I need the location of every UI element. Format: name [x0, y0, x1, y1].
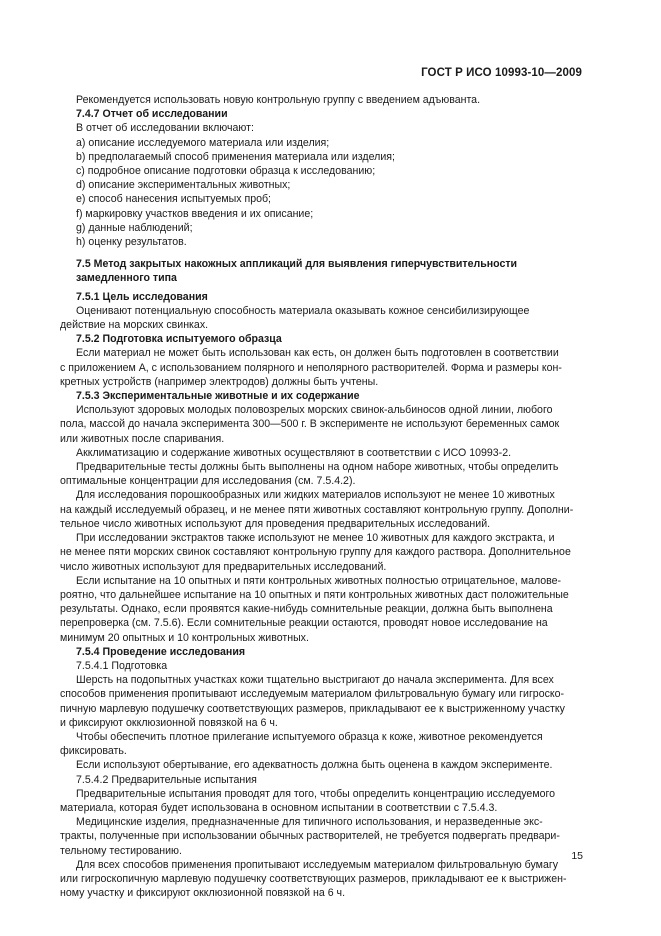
animals-p5-l3: число животных используют для предварительных исследований. — [60, 560, 387, 573]
conduct-p6-l1: Для всех способов применения пропитывают исследуемым материалом фильтровальную бумагу — [76, 858, 559, 871]
section-heading-7-5-4: 7.5.4 Проведение исследования — [76, 645, 246, 658]
prep-line-2: с приложением А, с использованием полярного и неполярного растворителей. Форма и размеры кон- — [60, 361, 562, 374]
conduct-p2-l2: фиксировать. — [60, 745, 127, 758]
page-number: 15 — [571, 850, 583, 862]
animals-p4-l3: тельное число животных используют для проведения предварительных исследований. — [60, 517, 491, 530]
animals-p6-l5: минимум 20 опытных и 10 контрольных животных. — [60, 631, 309, 644]
section-heading-7-5-3: 7.5.3 Экспериментальные животные и их содержание — [76, 390, 360, 403]
report-item-f: f) маркировку участков введения и их описание; — [76, 207, 314, 220]
animals-p3-l1: Предварительные тесты должны быть выполнены на одном наборе животных, чтобы определить — [76, 461, 559, 474]
animals-p6-l3: результаты. Однако, если проявятся какие-нибудь сомнительные реакции, должна быть выполнена — [60, 603, 553, 616]
section-heading-7-5-2: 7.5.2 Подготовка испытуемого образца — [76, 333, 282, 346]
section-heading-7-4-7: 7.4.7 Отчет об исследовании — [76, 108, 228, 121]
animals-p5-l1: При исследовании экстрактов также используют не менее 10 животных для каждого экстракта, и — [76, 532, 555, 545]
intro-paragraph: Рекомендуется использовать новую контрольную группу с введением адъюванта. — [76, 94, 481, 106]
prep-line-3: кретных устройств (например электродов) должны быть учтены. — [60, 375, 379, 388]
conduct-p4-l1: Предварительные испытания проводят для того, чтобы определить концентрацию исследуемого — [76, 787, 556, 800]
animals-p4-l1: Для исследования порошкообразных или жидких материалов используют не менее 10 животных — [76, 489, 555, 502]
conduct-p2-l1: Чтобы обеспечить плотное прилегание испытуемого образца к коже, животное рекомендуется — [76, 730, 543, 743]
report-item-c: c) подробное описание подготовки образца к исследованию; — [76, 165, 376, 178]
animals-p4-l2: на каждый исследуемый образец, и не менее пяти животных составляют контрольную группу. Дополни- — [60, 503, 574, 516]
report-item-e: e) способ нанесения испытуемых проб; — [76, 193, 272, 206]
report-item-d: d) описание экспериментальных животных; — [76, 179, 291, 192]
conduct-p5-l2: тракты, полученные при использовании обычных растворителей, не требуется подвергать предвари- — [60, 830, 560, 843]
document-header: ГОСТ Р ИСО 10993-10—2009 — [421, 67, 582, 79]
aim-line-2: действие на морских свинках. — [60, 319, 209, 332]
report-lead: В отчет об исследовании включают: — [76, 122, 254, 135]
section-heading-7-5-cont: замедленного типа — [76, 272, 177, 285]
conduct-p4-l2: материала, которая будет использована в основном испытании в соответствии с 7.5.4.3. — [60, 801, 498, 814]
animals-p6-l4: перепроверка (см. 7.5.6). Если сомнительные реакции остаются, проводят новое исследование на — [60, 617, 548, 630]
report-item-a: a) описание исследуемого материала или изделия; — [76, 136, 330, 149]
conduct-p3: Если используют обертывание, его адекватность должна быть оценена в каждом эксперименте. — [76, 759, 553, 772]
conduct-p1-l2: способов применения пропитывают исследуемым материалом фильтровальную бумагу или гигроско- — [60, 688, 565, 701]
conduct-p1-l3: пичную марлевую подушечку соответствующих размеров, прикладывают ее к выстриженному участку — [60, 702, 565, 715]
conduct-p1-l4: и фиксируют окклюзионной повязкой на 6 ч. — [60, 716, 278, 729]
aim-line-1: Оценивают потенциальную способность материала оказывать кожное сенсибилизирующее — [76, 304, 530, 317]
prep-line-1: Если материал не может быть использован как есть, он должен быть подготовлен в соответствии — [76, 347, 559, 360]
section-heading-7-5: 7.5 Метод закрытых накожных аппликаций для выявления гиперчувствительности — [76, 258, 518, 271]
conduct-p6-l3: ному участку и фиксируют окклюзионной повязкой на 6 ч. — [60, 887, 346, 900]
animals-p3-l2: оптимальные концентрации для исследования (см. 7.5.4.2). — [60, 475, 356, 488]
conduct-p5-l3: тельному тестированию. — [60, 844, 182, 857]
conduct-p5-l1: Медицинские изделия, предназначенные для типичного использования, и неразведенные экс- — [76, 816, 543, 829]
report-item-g: g) данные наблюдений; — [76, 221, 193, 234]
document-body — [60, 93, 582, 900]
animals-p5-l2: не менее пяти морских свинок составляют контрольную группу для каждого раствора. Дополнительное — [60, 546, 571, 559]
report-item-h: h) оценку результатов. — [76, 236, 187, 249]
conduct-p6-l2: или гигроскопичную марлевую подушечку соответствующих размеров, прикладывают ее к выстрижен- — [60, 872, 567, 885]
animals-p1-l1: Используют здоровых молодых половозрелых морских свинок-альбиносов одной линии, любого — [76, 404, 553, 417]
animals-p6-l2: роятно, что дальнейшее испытание на 10 опытных и пяти контрольных животных даст положительные — [60, 588, 569, 601]
report-item-b: b) предполагаемый способ применения материала или изделия; — [76, 150, 395, 163]
subsection-7-5-4-2: 7.5.4.2 Предварительные испытания — [76, 773, 257, 786]
conduct-p1-l1: Шерсть на подопытных участках кожи тщательно выстригают до начала эксперимента. Для всех — [76, 674, 554, 687]
section-heading-7-5-1: 7.5.1 Цель исследования — [76, 290, 208, 303]
animals-p6-l1: Если испытание на 10 опытных и пяти контрольных животных полностью отрицательное, малове- — [76, 574, 562, 587]
animals-p1-l3: или животных после спаривания. — [60, 432, 225, 445]
animals-p2: Акклиматизацию и содержание животных осуществляют в соответствии с ИСО 10993-2. — [76, 446, 512, 459]
animals-p1-l2: пола, массой до начала эксперимента 300—500 г. В эксперименте не используют беременных самок — [60, 418, 560, 431]
subsection-7-5-4-1: 7.5.4.1 Подготовка — [76, 659, 168, 672]
